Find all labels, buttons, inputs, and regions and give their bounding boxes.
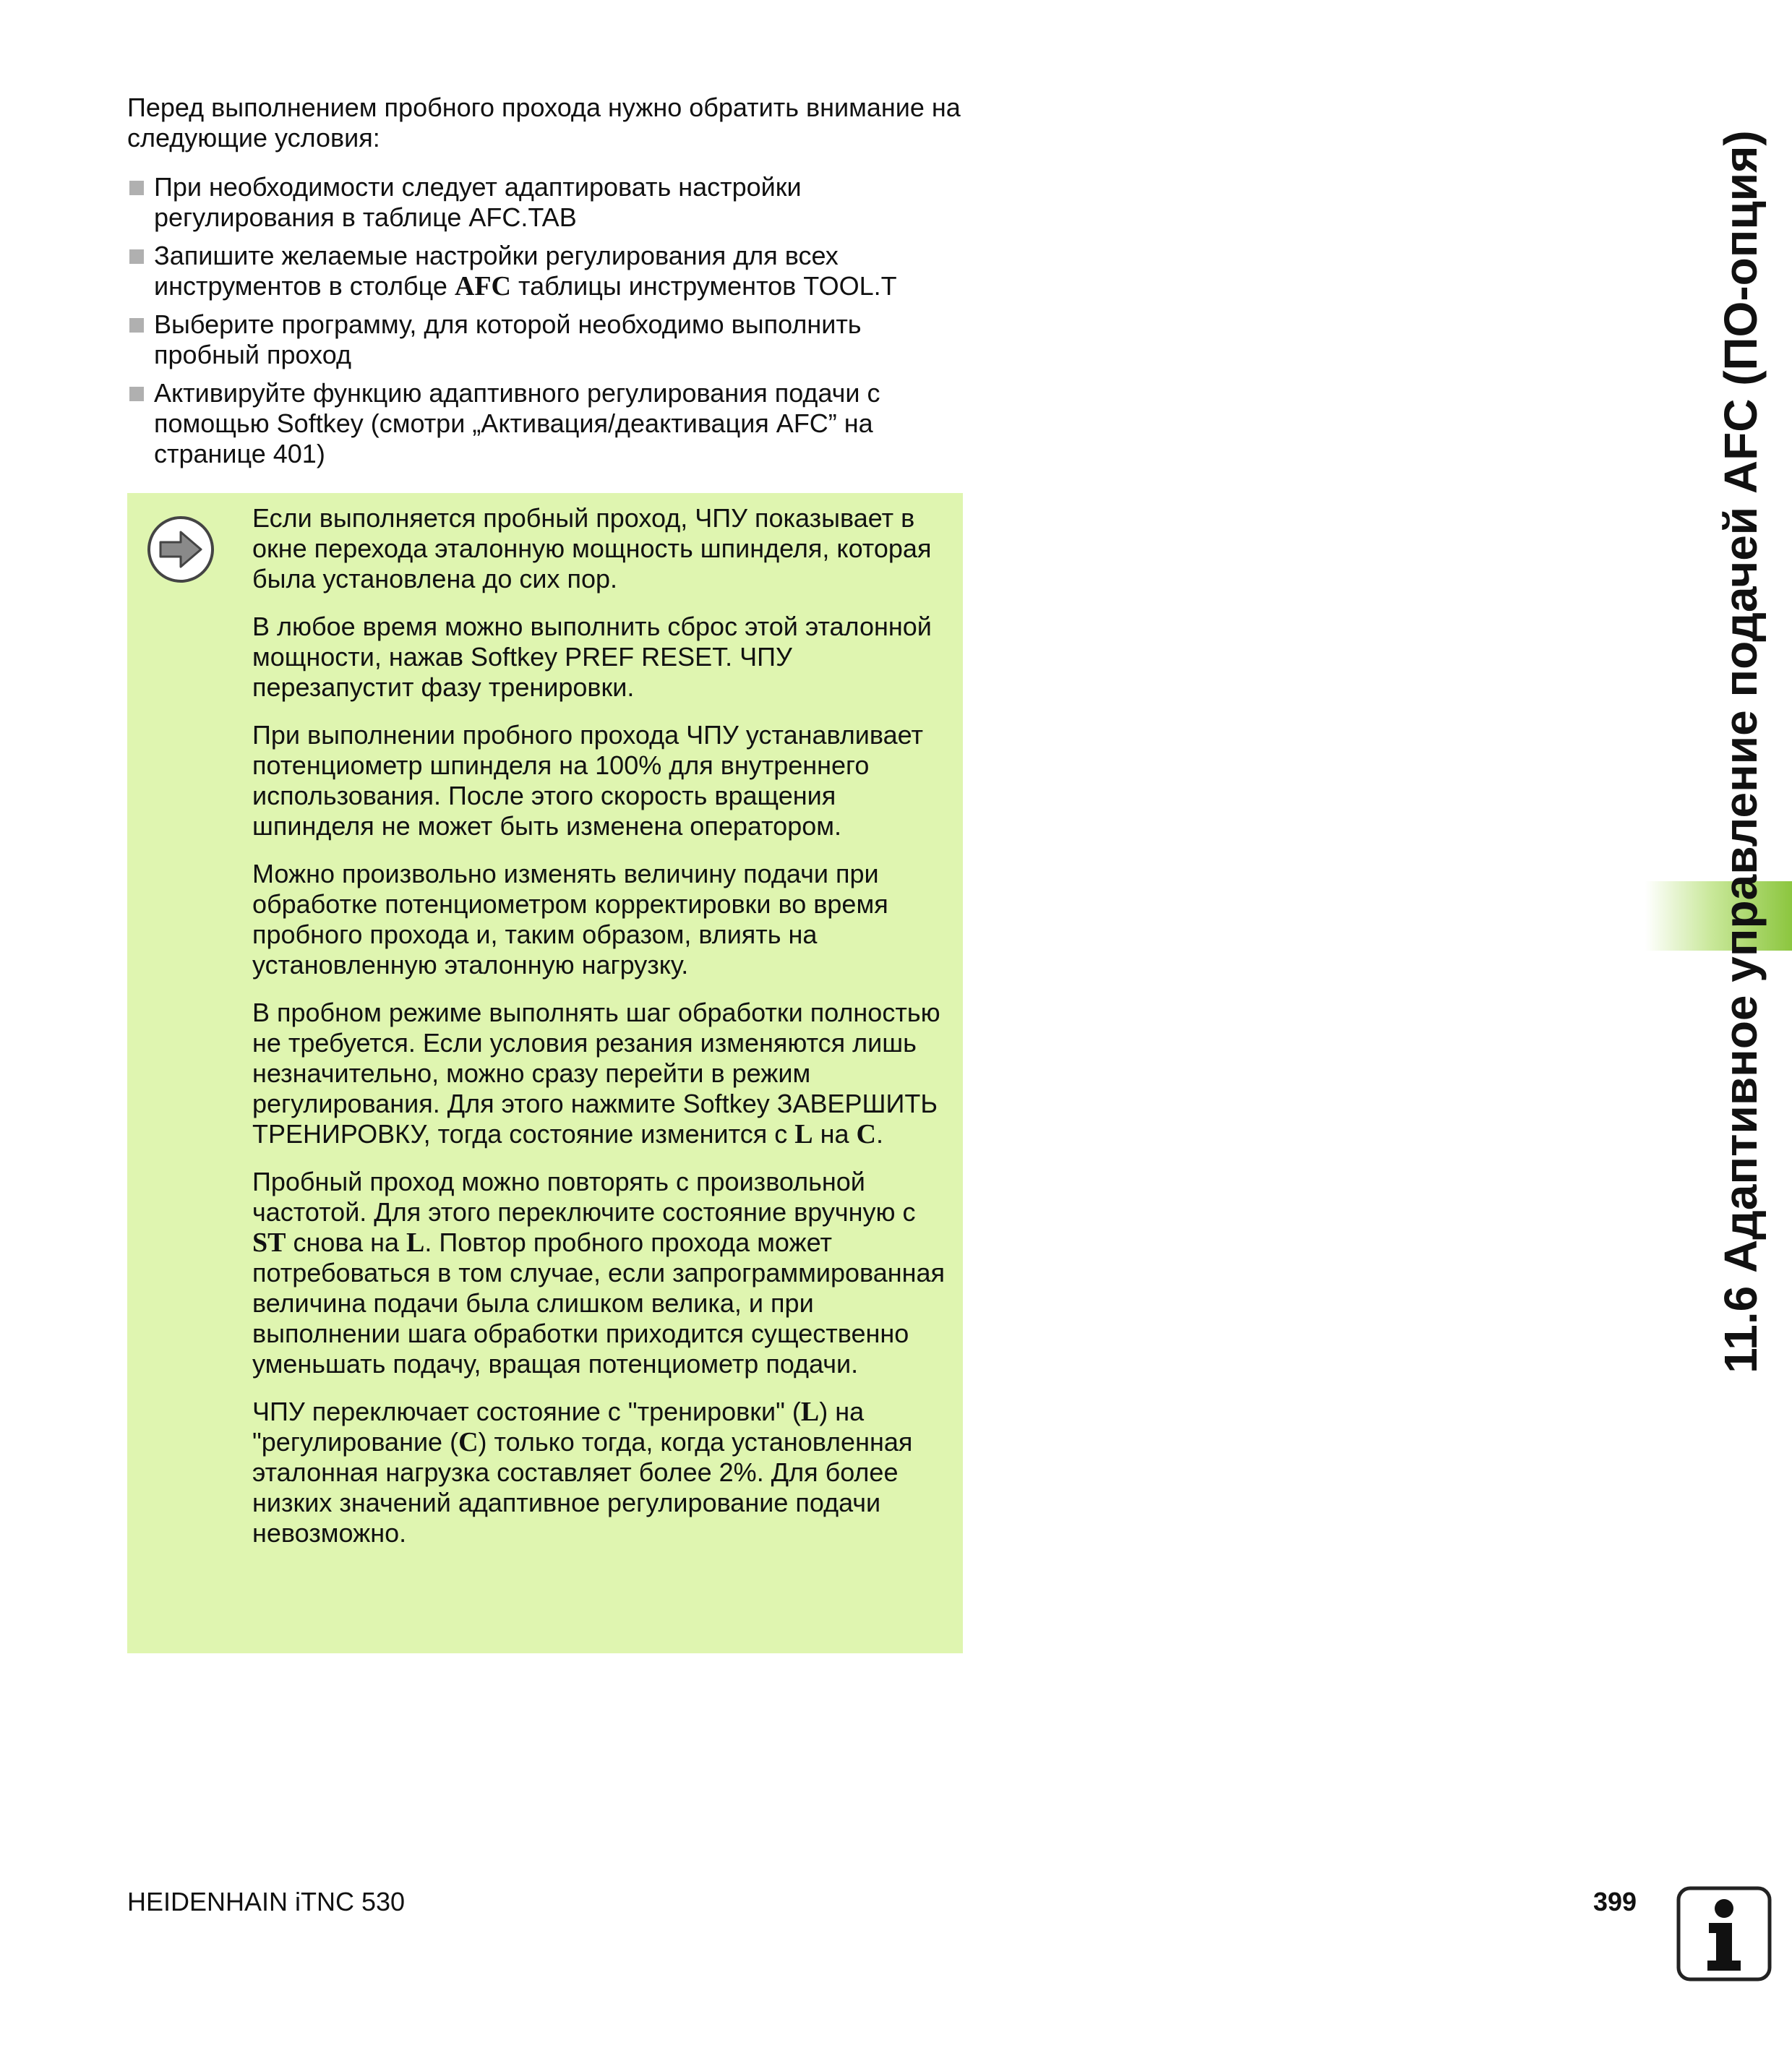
info-icon	[1676, 1885, 1772, 1982]
note-paragraph: Если выполняется пробный проход, ЧПУ показывает в окне перехода эталонную мощность шпинделя, которая была установлена до сих пор.	[252, 503, 932, 594]
intro-text: Перед выполнением пробного прохода нужно обратить внимание на следующие условия:	[127, 93, 961, 153]
chapter-side-title: 11.6 Адаптивное управление подачей AFC (ПО-опция)	[1715, 130, 1767, 1374]
list-item	[127, 309, 973, 370]
list-item	[127, 172, 973, 233]
list-item	[127, 241, 973, 301]
note-paragraph: Можно произвольно изменять величину подачи при обработке потенциометром корректировки во время пробного прохода и, таким образом, влиять на установленную эталонную нагрузку.	[252, 859, 888, 980]
bullet-square-icon	[129, 249, 144, 264]
text-run: . Повтор пробного прохода может потребоваться в том случае, если запрограммированная величина подачи была слишком велика, и при выполнении шага обработки приходится существенно уменьшать подачу, вращая потенциометр подачи.	[252, 1227, 946, 1379]
footer-product-name: HEIDENHAIN iTNC 530	[127, 1887, 406, 1916]
note-paragraph: При выполнении пробного прохода ЧПУ устанавливает потенциометр шпинделя на 100% для внутреннего использования. После этого скорость вращения шпинделя не может быть изменена оператором.	[252, 720, 923, 841]
list-item	[127, 378, 973, 469]
list-item-text-pre: Запишите желаемые настройки регулирования для всех инструментов в столбце	[154, 241, 839, 301]
text-run: снова на	[286, 1227, 407, 1257]
text-run: В пробном режиме выполнять шаг обработки полностью не требуется. Если условия резания изменяются лишь незначительно, можно сразу перейти в режим регулирования. Для этого нажмите Softkey ЗАВЕРШИТЬ ТРЕНИРОВКУ, тогда состояние изменится с	[252, 998, 940, 1149]
note-text	[252, 503, 946, 1566]
state-code: L	[800, 1397, 820, 1427]
state-code: L	[794, 1119, 813, 1149]
column-name-afc: AFC	[454, 271, 511, 301]
state-code: ST	[252, 1227, 286, 1258]
state-code: L	[406, 1227, 425, 1258]
bullet-square-icon	[129, 318, 144, 333]
text-run: ) на "регулирование (	[252, 1397, 865, 1457]
arrow-right-icon	[146, 515, 215, 584]
note-paragraph	[252, 1167, 946, 1379]
text-run: на	[813, 1119, 857, 1149]
text-run: ЧПУ переключает состояние с "тренировки" (	[252, 1397, 801, 1426]
note-paragraph	[252, 998, 946, 1149]
requirements-list	[127, 172, 973, 477]
state-code: C	[458, 1427, 479, 1457]
note-box	[127, 493, 963, 1653]
text-run: .	[875, 1119, 883, 1149]
text-run: ) только тогда, когда установленная эталонная нагрузка составляет более 2%. Для более низких значений адаптивное регулирование подачи невозможно.	[252, 1427, 913, 1548]
page-number: 399	[1593, 1887, 1637, 1916]
bullet-square-icon	[129, 387, 144, 401]
note-paragraph	[252, 1397, 946, 1548]
list-item-text: При необходимости следует адаптировать настройки регулирования в таблице AFC.TAB	[154, 172, 802, 232]
bullet-square-icon	[129, 181, 144, 195]
list-item-text-post: таблицы инструментов TOOL.T	[511, 271, 897, 301]
list-item-text: Выберите программу, для которой необходимо выполнить пробный проход	[154, 309, 862, 369]
note-paragraph: В любое время можно выполнить сброс этой эталонной мощности, нажав Softkey PREF RESET. ЧПУ перезапустит фазу тренировки.	[252, 612, 932, 702]
list-item-text: Активируйте функцию адаптивного регулирования подачи с помощью Softkey (смотри „Активация/деактивация AFC” на странице 401)	[154, 378, 880, 468]
text-run: Пробный проход можно повторять с произвольной частотой. Для этого переключите состояние вручную с	[252, 1167, 916, 1227]
state-code: C	[856, 1119, 876, 1149]
